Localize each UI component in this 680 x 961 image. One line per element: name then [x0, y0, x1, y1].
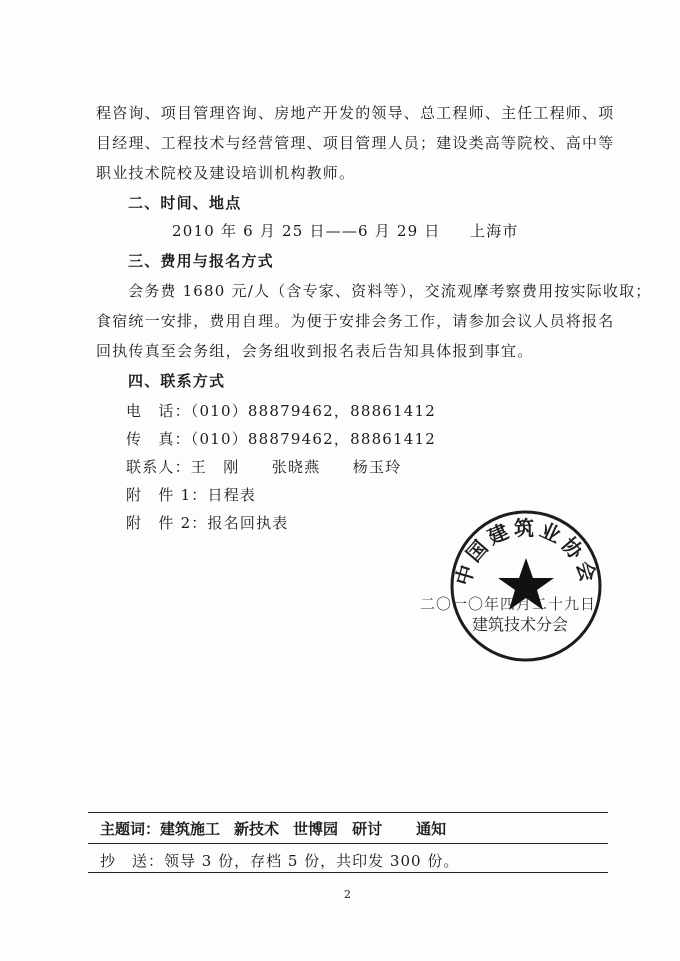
keyword: 建筑施工 — [160, 820, 221, 838]
divider — [88, 812, 608, 813]
attachment-2: 附 件 2：报名回执表 — [126, 514, 289, 532]
divider — [88, 843, 608, 844]
seal-department: 建筑技术分会 — [472, 615, 569, 634]
keywords-label: 主题词： — [100, 820, 161, 838]
contact-line: 联系人：王 刚 张晓燕 杨玉玲 — [126, 458, 402, 476]
section-heading: 四、联系方式 — [128, 372, 226, 390]
paragraph-line: 目经理、工程技术与经营管理、项目管理人员；建设类高等院校、高中等 — [96, 134, 615, 152]
event-place: 上海市 — [470, 222, 519, 240]
section-heading: 二、时间、地点 — [128, 194, 242, 212]
paragraph-line: 食宿统一安排，费用自理。为便于安排会务工作，请参加会议人员将报名 — [96, 312, 615, 330]
subject-keywords — [100, 818, 460, 839]
phone-line: 电 话：（010）88879462，88861412 — [126, 402, 437, 420]
divider — [88, 872, 608, 873]
issue-date: 二〇一〇年四月二十九日 — [420, 595, 597, 613]
keyword: 新技术 — [234, 820, 280, 838]
keyword: 研讨 — [352, 820, 383, 838]
paragraph-line: 职业技术院校及建设培训机构教师。 — [96, 164, 356, 182]
paragraph-line: 程咨询、项目管理咨询、房地产开发的领导、总工程师、主任工程师、项 — [96, 104, 615, 122]
official-seal-stamp — [446, 506, 606, 666]
attachment-1: 附 件 1：日程表 — [126, 486, 257, 504]
seal-org-text: 中国建筑业协会 — [450, 515, 602, 589]
page-number: 2 — [344, 888, 351, 901]
event-date: 2010 年 6 月 25 日——6 月 29 日 — [172, 222, 441, 240]
keyword: 通知 — [416, 820, 447, 838]
seal-star-icon — [498, 558, 554, 610]
paragraph-line: 会务费 1680 元/人（含专家、资料等），交流观摩考察费用按实际收取； — [128, 282, 652, 300]
keyword: 世博园 — [293, 820, 339, 838]
fax-line: 传 真：（010）88879462，88861412 — [126, 430, 437, 448]
copy-distribution: 抄 送：领导 3 份，存档 5 份，共印发 300 份。 — [100, 852, 460, 870]
paragraph-line: 回执传真至会务组，会务组收到报名表后告知具体报到事宜。 — [96, 342, 534, 360]
section-heading: 三、费用与报名方式 — [128, 252, 274, 270]
